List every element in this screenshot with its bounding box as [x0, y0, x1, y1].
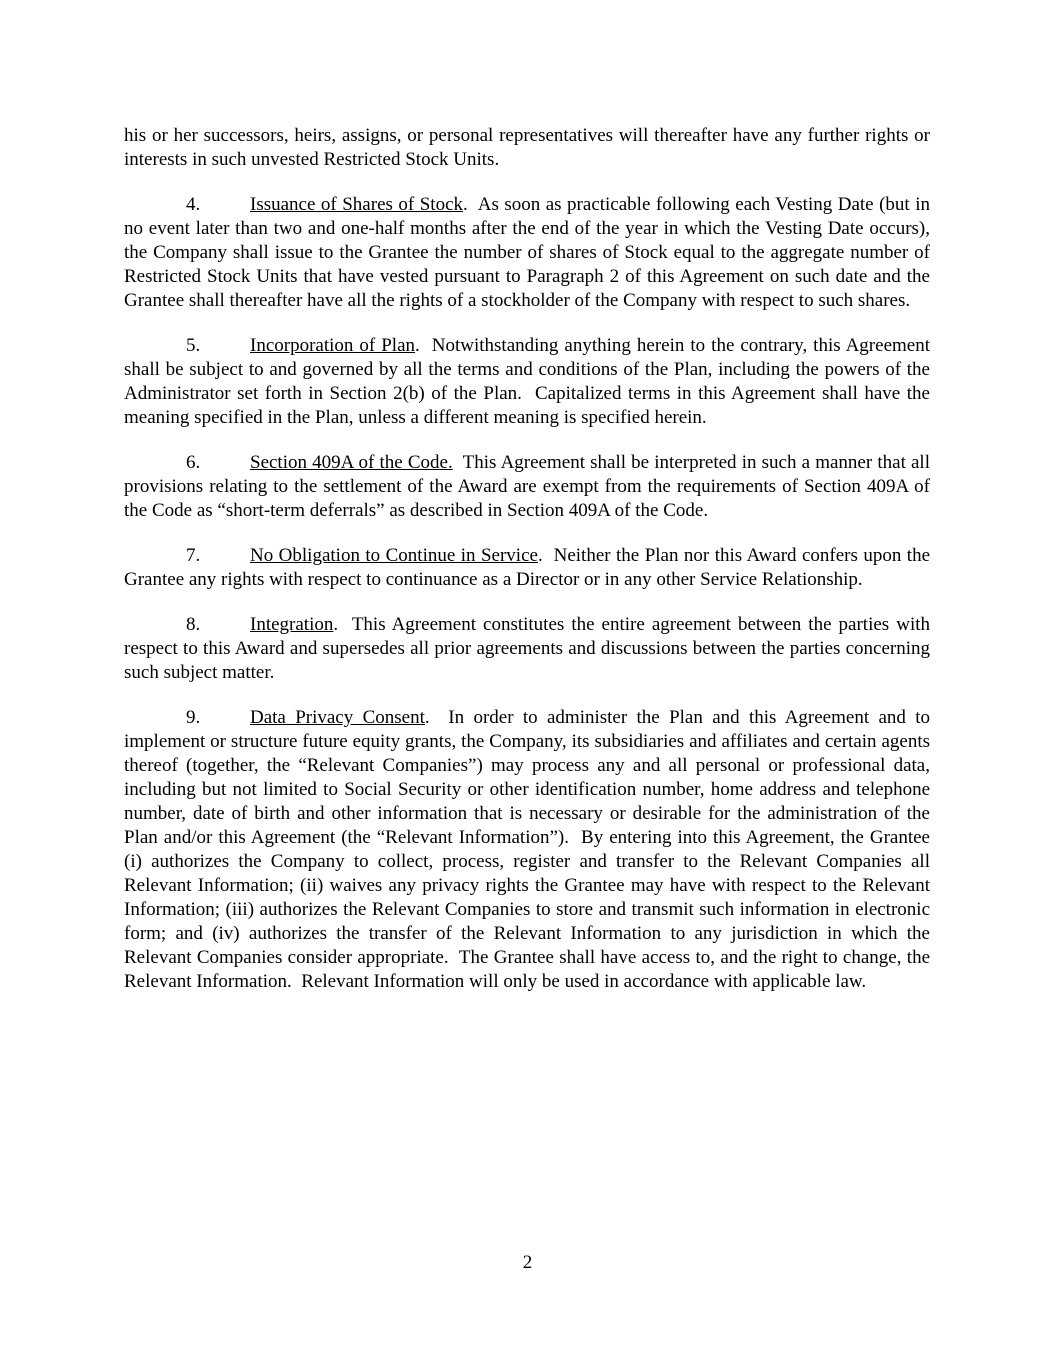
page-number: 2	[522, 1252, 533, 1273]
paragraph-number: 9.	[186, 707, 201, 728]
paragraph-heading: Data Privacy Consent	[250, 707, 425, 728]
continuation-paragraph: his or her successors, heirs, assigns, or personal representatives will thereafter have any further rights or interests in such unvested Restricted Stock Units.	[124, 125, 935, 170]
paragraph-heading: No Obligation to Continue in Service	[250, 545, 538, 566]
paragraph-number: 6.	[186, 452, 201, 473]
numbered-paragraph: 7. No Obligation to Continue in Service. Neither the Plan nor this Award confers upon the Grantee any rights with respect to continuance as a Director or in any other Service Relationship.	[124, 545, 935, 590]
numbered-paragraph: 4. Issuance of Shares of Stock. As soon as practicable following each Vesting Date (but in no event later than two and one-half months after the end of the year in which the Vesting Date occurs), the Company shall issue to the Grantee the number of shares of Stock equal to the aggregate number of Restricted Stock Units that have vested pursuant to Paragraph 2 of this Agreement on such date and the Grantee shall thereafter have all the rights of a stockholder of the Company with respect to such shares.	[124, 194, 935, 311]
paragraph-heading: Integration	[250, 614, 334, 635]
paragraph-number: 7.	[186, 545, 201, 566]
paragraph-number: 8.	[186, 614, 201, 635]
paragraph-heading: Incorporation of Plan	[250, 335, 416, 356]
numbered-paragraph: 8. Integration. This Agreement constitutes the entire agreement between the parties with respect to this Award and supersedes all prior agreements and discussions between the parties concerning such subject matter.	[124, 614, 935, 683]
paragraph-heading: Issuance of Shares of Stock	[250, 194, 464, 215]
numbered-paragraph: 5. Incorporation of Plan. Notwithstanding anything herein to the contrary, this Agreement shall be subject to and governed by all the terms and conditions of the Plan, including the powers of the Administrator set forth in Section 2(b) of the Plan. Capitalized terms in this Agreement shall have the meaning specified in the Plan, unless a different meaning is specified herein.	[124, 335, 935, 428]
numbered-paragraph: 6. Section 409A of the Code. This Agreement shall be interpreted in such a manner that all provisions relating to the settlement of the Award are exempt from the requirements of Section 409A of the Code as “short-term deferrals” as described in Section 409A of the Code.	[124, 452, 935, 521]
paragraph-heading: Section 409A of the Code.	[250, 452, 453, 473]
paragraph-number: 4.	[186, 194, 201, 215]
document-body	[124, 124, 935, 1015]
numbered-paragraph: 9. Data Privacy Consent. In order to administer the Plan and this Agreement and to implement or structure future equity grants, the Company, its subsidiaries and affiliates and certain agents thereof (together, the “Relevant Companies”) may process any and all personal or professional data, including but not limited to Social Security or other identification number, home address and telephone number, date of birth and other information that is necessary or desirable for the administration of the Plan and/or this Agreement (the “Relevant Information”). By entering into this Agreement, the Grantee (i) authorizes the Company to collect, process, register and transfer to the Relevant Companies all Relevant Information; (ii) waives any privacy rights the Grantee may have with respect to the Relevant Information; (iii) authorizes the Relevant Companies to store and transmit such information in electronic form; and (iv) authorizes the transfer of the Relevant Information to any jurisdiction in which the Relevant Companies consider appropriate. The Grantee shall have access to, and the right to change, the Relevant Information. Relevant Information will only be used in accordance with applicable law.	[124, 707, 935, 992]
paragraph-number: 5.	[186, 335, 201, 356]
